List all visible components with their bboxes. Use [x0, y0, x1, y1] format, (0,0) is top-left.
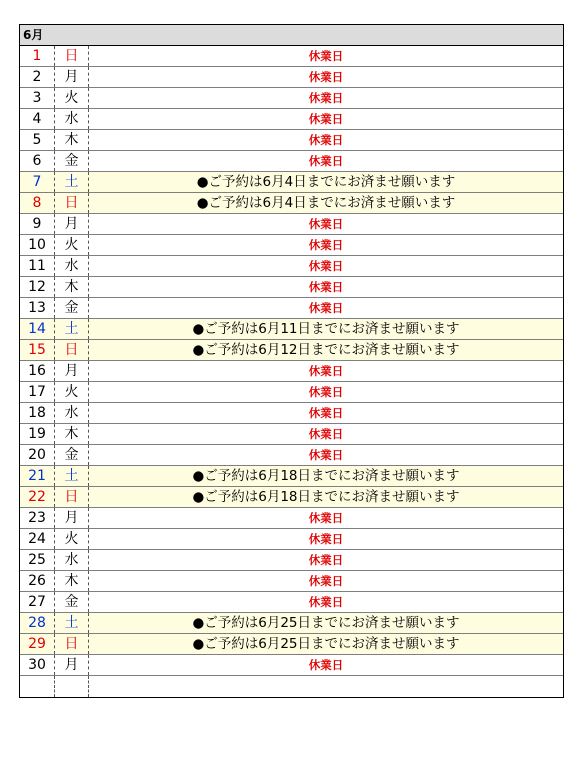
weekday: 木 — [55, 424, 89, 444]
day-number: 8 — [20, 193, 55, 213]
closed-label: 休業日 — [308, 532, 344, 546]
weekday: 月 — [55, 214, 89, 234]
day-number: 16 — [20, 361, 55, 381]
closed-label: 休業日 — [308, 154, 344, 168]
weekday: 金 — [55, 445, 89, 465]
reservation-note: ●ご予約は6月18日までにお済ませ願います — [192, 468, 460, 484]
weekday: 月 — [55, 655, 89, 675]
calendar-row — [20, 676, 563, 697]
weekday: 木 — [55, 130, 89, 150]
day-number: 4 — [20, 109, 55, 129]
closed-label: 休業日 — [308, 658, 344, 672]
day-number — [20, 676, 55, 697]
calendar-row — [20, 172, 563, 193]
calendar-row — [20, 67, 563, 88]
weekday: 金 — [55, 151, 89, 171]
reservation-note: ●ご予約は6月18日までにお済ませ願います — [192, 489, 460, 505]
weekday: 土 — [55, 319, 89, 339]
reservation-note: ●ご予約は6月4日までにお済ませ願います — [196, 195, 456, 211]
calendar-row — [20, 46, 563, 67]
weekday: 水 — [55, 403, 89, 423]
weekday: 日 — [55, 487, 89, 507]
day-number: 27 — [20, 592, 55, 612]
day-number: 22 — [20, 487, 55, 507]
weekday: 日 — [55, 634, 89, 654]
weekday: 火 — [55, 382, 89, 402]
calendar-row — [20, 361, 563, 382]
empty-cell — [89, 676, 563, 697]
calendar-row — [20, 613, 563, 634]
day-number: 29 — [20, 634, 55, 654]
day-number: 10 — [20, 235, 55, 255]
weekday: 金 — [55, 298, 89, 318]
calendar-row — [20, 130, 563, 151]
closed-label: 休業日 — [308, 385, 344, 399]
weekday: 月 — [55, 508, 89, 528]
weekday: 火 — [55, 88, 89, 108]
weekday: 月 — [55, 67, 89, 87]
reservation-note: ●ご予約は6月25日までにお済ませ願います — [192, 615, 460, 631]
calendar-row — [20, 445, 563, 466]
day-number: 11 — [20, 256, 55, 276]
calendar-row — [20, 235, 563, 256]
weekday: 日 — [55, 46, 89, 66]
calendar-row — [20, 277, 563, 298]
calendar-table — [19, 24, 564, 698]
calendar-row — [20, 508, 563, 529]
calendar-row — [20, 529, 563, 550]
weekday: 月 — [55, 361, 89, 381]
weekday: 木 — [55, 571, 89, 591]
calendar-row — [20, 403, 563, 424]
calendar-row — [20, 256, 563, 277]
closed-label: 休業日 — [308, 238, 344, 252]
calendar-row — [20, 109, 563, 130]
calendar-row — [20, 487, 563, 508]
calendar-row — [20, 214, 563, 235]
weekday: 日 — [55, 193, 89, 213]
reservation-note: ●ご予約は6月11日までにお済ませ願います — [192, 321, 460, 337]
closed-label: 休業日 — [308, 553, 344, 567]
day-number: 3 — [20, 88, 55, 108]
closed-label: 休業日 — [308, 406, 344, 420]
calendar-row — [20, 571, 563, 592]
closed-label: 休業日 — [308, 217, 344, 231]
weekday: 火 — [55, 529, 89, 549]
weekday: 火 — [55, 235, 89, 255]
calendar-row — [20, 466, 563, 487]
day-number: 9 — [20, 214, 55, 234]
closed-label: 休業日 — [308, 91, 344, 105]
calendar-row — [20, 298, 563, 319]
day-number: 17 — [20, 382, 55, 402]
reservation-note: ●ご予約は6月4日までにお済ませ願います — [196, 174, 456, 190]
weekday: 土 — [55, 466, 89, 486]
closed-label: 休業日 — [308, 301, 344, 315]
day-number: 12 — [20, 277, 55, 297]
day-number: 15 — [20, 340, 55, 360]
day-number: 18 — [20, 403, 55, 423]
closed-label: 休業日 — [308, 364, 344, 378]
closed-label: 休業日 — [308, 280, 344, 294]
closed-label: 休業日 — [308, 259, 344, 273]
closed-label: 休業日 — [308, 112, 344, 126]
calendar-row — [20, 424, 563, 445]
month-header: 6月 — [20, 25, 563, 46]
weekday: 木 — [55, 277, 89, 297]
day-number: 25 — [20, 550, 55, 570]
day-number: 5 — [20, 130, 55, 150]
calendar-row — [20, 88, 563, 109]
weekday: 日 — [55, 340, 89, 360]
calendar-row — [20, 151, 563, 172]
day-number: 14 — [20, 319, 55, 339]
calendar-row — [20, 382, 563, 403]
day-number: 2 — [20, 67, 55, 87]
day-number: 13 — [20, 298, 55, 318]
weekday — [55, 676, 89, 697]
closed-label: 休業日 — [308, 448, 344, 462]
calendar-row — [20, 319, 563, 340]
calendar-row — [20, 592, 563, 613]
weekday: 水 — [55, 256, 89, 276]
day-number: 26 — [20, 571, 55, 591]
weekday: 土 — [55, 613, 89, 633]
closed-label: 休業日 — [308, 595, 344, 609]
reservation-note: ●ご予約は6月25日までにお済ませ願います — [192, 636, 460, 652]
weekday: 水 — [55, 109, 89, 129]
day-number: 21 — [20, 466, 55, 486]
day-number: 28 — [20, 613, 55, 633]
calendar-row — [20, 655, 563, 676]
weekday: 土 — [55, 172, 89, 192]
closed-label: 休業日 — [308, 133, 344, 147]
day-number: 20 — [20, 445, 55, 465]
calendar-row — [20, 340, 563, 361]
closed-label: 休業日 — [308, 511, 344, 525]
calendar-rows — [20, 46, 563, 697]
day-number: 24 — [20, 529, 55, 549]
day-number: 6 — [20, 151, 55, 171]
weekday: 水 — [55, 550, 89, 570]
day-number: 7 — [20, 172, 55, 192]
weekday: 金 — [55, 592, 89, 612]
closed-label: 休業日 — [308, 49, 344, 63]
day-number: 1 — [20, 46, 55, 66]
calendar-row — [20, 550, 563, 571]
calendar-row — [20, 193, 563, 214]
closed-label: 休業日 — [308, 70, 344, 84]
day-number: 23 — [20, 508, 55, 528]
reservation-note: ●ご予約は6月12日までにお済ませ願います — [192, 342, 460, 358]
closed-label: 休業日 — [308, 574, 344, 588]
day-number: 30 — [20, 655, 55, 675]
closed-label: 休業日 — [308, 427, 344, 441]
calendar-row — [20, 634, 563, 655]
day-number: 19 — [20, 424, 55, 444]
